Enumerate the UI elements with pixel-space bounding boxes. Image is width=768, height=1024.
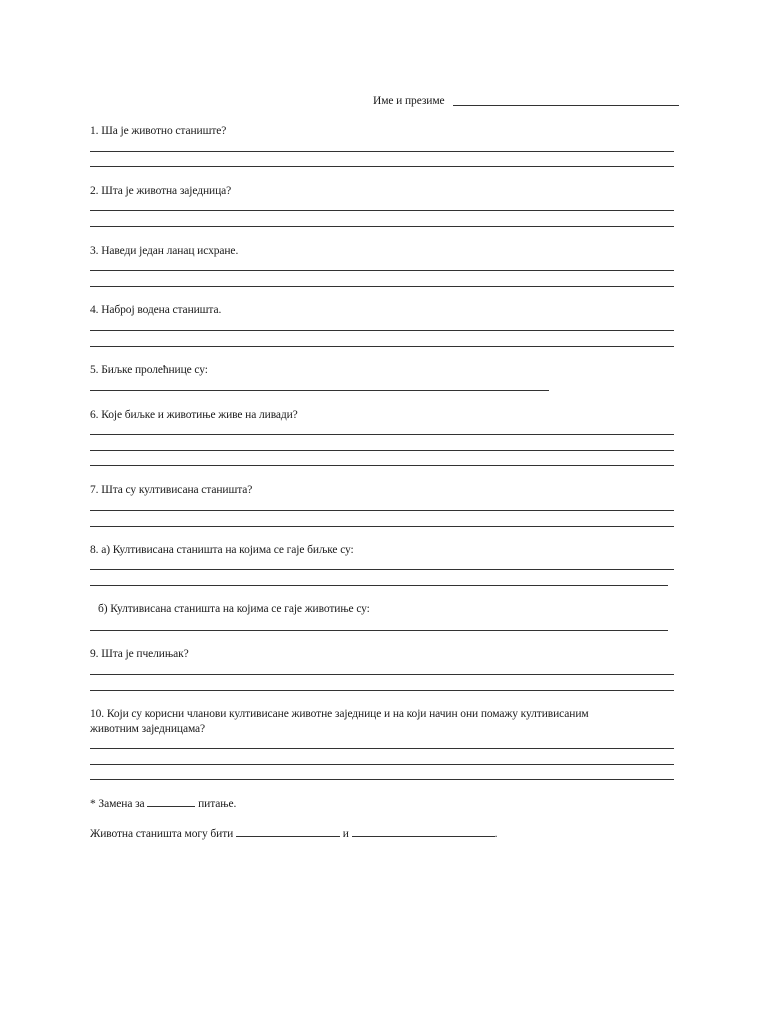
- answer-line[interactable]: [90, 226, 674, 227]
- answer-line[interactable]: [90, 151, 674, 152]
- answer-line[interactable]: [90, 779, 674, 780]
- habitat-blank-2[interactable]: [352, 826, 495, 837]
- answer-line[interactable]: [90, 286, 674, 287]
- question-10-line-2: животним заједницама?: [90, 723, 206, 735]
- question-7: 7. Шта су култивисана станишта?: [90, 484, 253, 496]
- answer-line[interactable]: [90, 210, 674, 211]
- question-1: 1. Ша је животно станиште?: [90, 125, 227, 137]
- habitat-blank-1[interactable]: [236, 826, 340, 837]
- name-input-line[interactable]: [453, 105, 679, 106]
- question-number-blank[interactable]: [147, 796, 195, 807]
- question-9: 9. Шта је пчелињак?: [90, 648, 189, 660]
- habitats-sentence: [90, 826, 497, 841]
- question-2: 2. Шта је животна заједница?: [90, 185, 232, 197]
- answer-line[interactable]: [90, 764, 674, 765]
- answer-line[interactable]: [90, 465, 674, 466]
- answer-line[interactable]: [90, 450, 674, 451]
- answer-line[interactable]: [90, 510, 674, 511]
- answer-line[interactable]: [90, 390, 549, 391]
- answer-line[interactable]: [90, 569, 674, 570]
- question-6: 6. Које биљке и животиње живе на ливади?: [90, 409, 298, 421]
- answer-line[interactable]: [90, 585, 668, 586]
- question-4: 4. Наброј водена станишта.: [90, 304, 222, 316]
- question-8b: б) Култивисана станишта на којима се гаје животиње су:: [98, 603, 370, 615]
- answer-line[interactable]: [90, 166, 674, 167]
- answer-line[interactable]: [90, 270, 674, 271]
- answer-line[interactable]: [90, 434, 674, 435]
- replacement-suffix: питање.: [198, 798, 237, 810]
- replacement-prefix: * Замена за: [90, 798, 145, 810]
- question-3: 3. Наведи један ланац исхране.: [90, 245, 239, 257]
- question-8a: 8. а) Култивисана станишта на којима се гаје биљке су:: [90, 544, 354, 556]
- replacement-question: [90, 796, 236, 811]
- answer-line[interactable]: [90, 346, 674, 347]
- question-10-line-1: 10. Који су корисни чланови култивисане животне заједнице и на који начин они помажу култивисаним: [90, 708, 589, 720]
- answer-line[interactable]: [90, 630, 668, 631]
- habitats-period: .: [494, 828, 498, 840]
- answer-line[interactable]: [90, 690, 674, 691]
- answer-line[interactable]: [90, 526, 674, 527]
- habitats-prefix: Животна станишта могу бити: [90, 828, 234, 840]
- answer-line[interactable]: [90, 330, 674, 331]
- name-label: Име и презиме: [373, 95, 445, 107]
- answer-line[interactable]: [90, 674, 674, 675]
- question-5: 5. Биљке пролећнице су:: [90, 364, 208, 376]
- habitats-conjunction: и: [342, 828, 349, 840]
- answer-line[interactable]: [90, 748, 674, 749]
